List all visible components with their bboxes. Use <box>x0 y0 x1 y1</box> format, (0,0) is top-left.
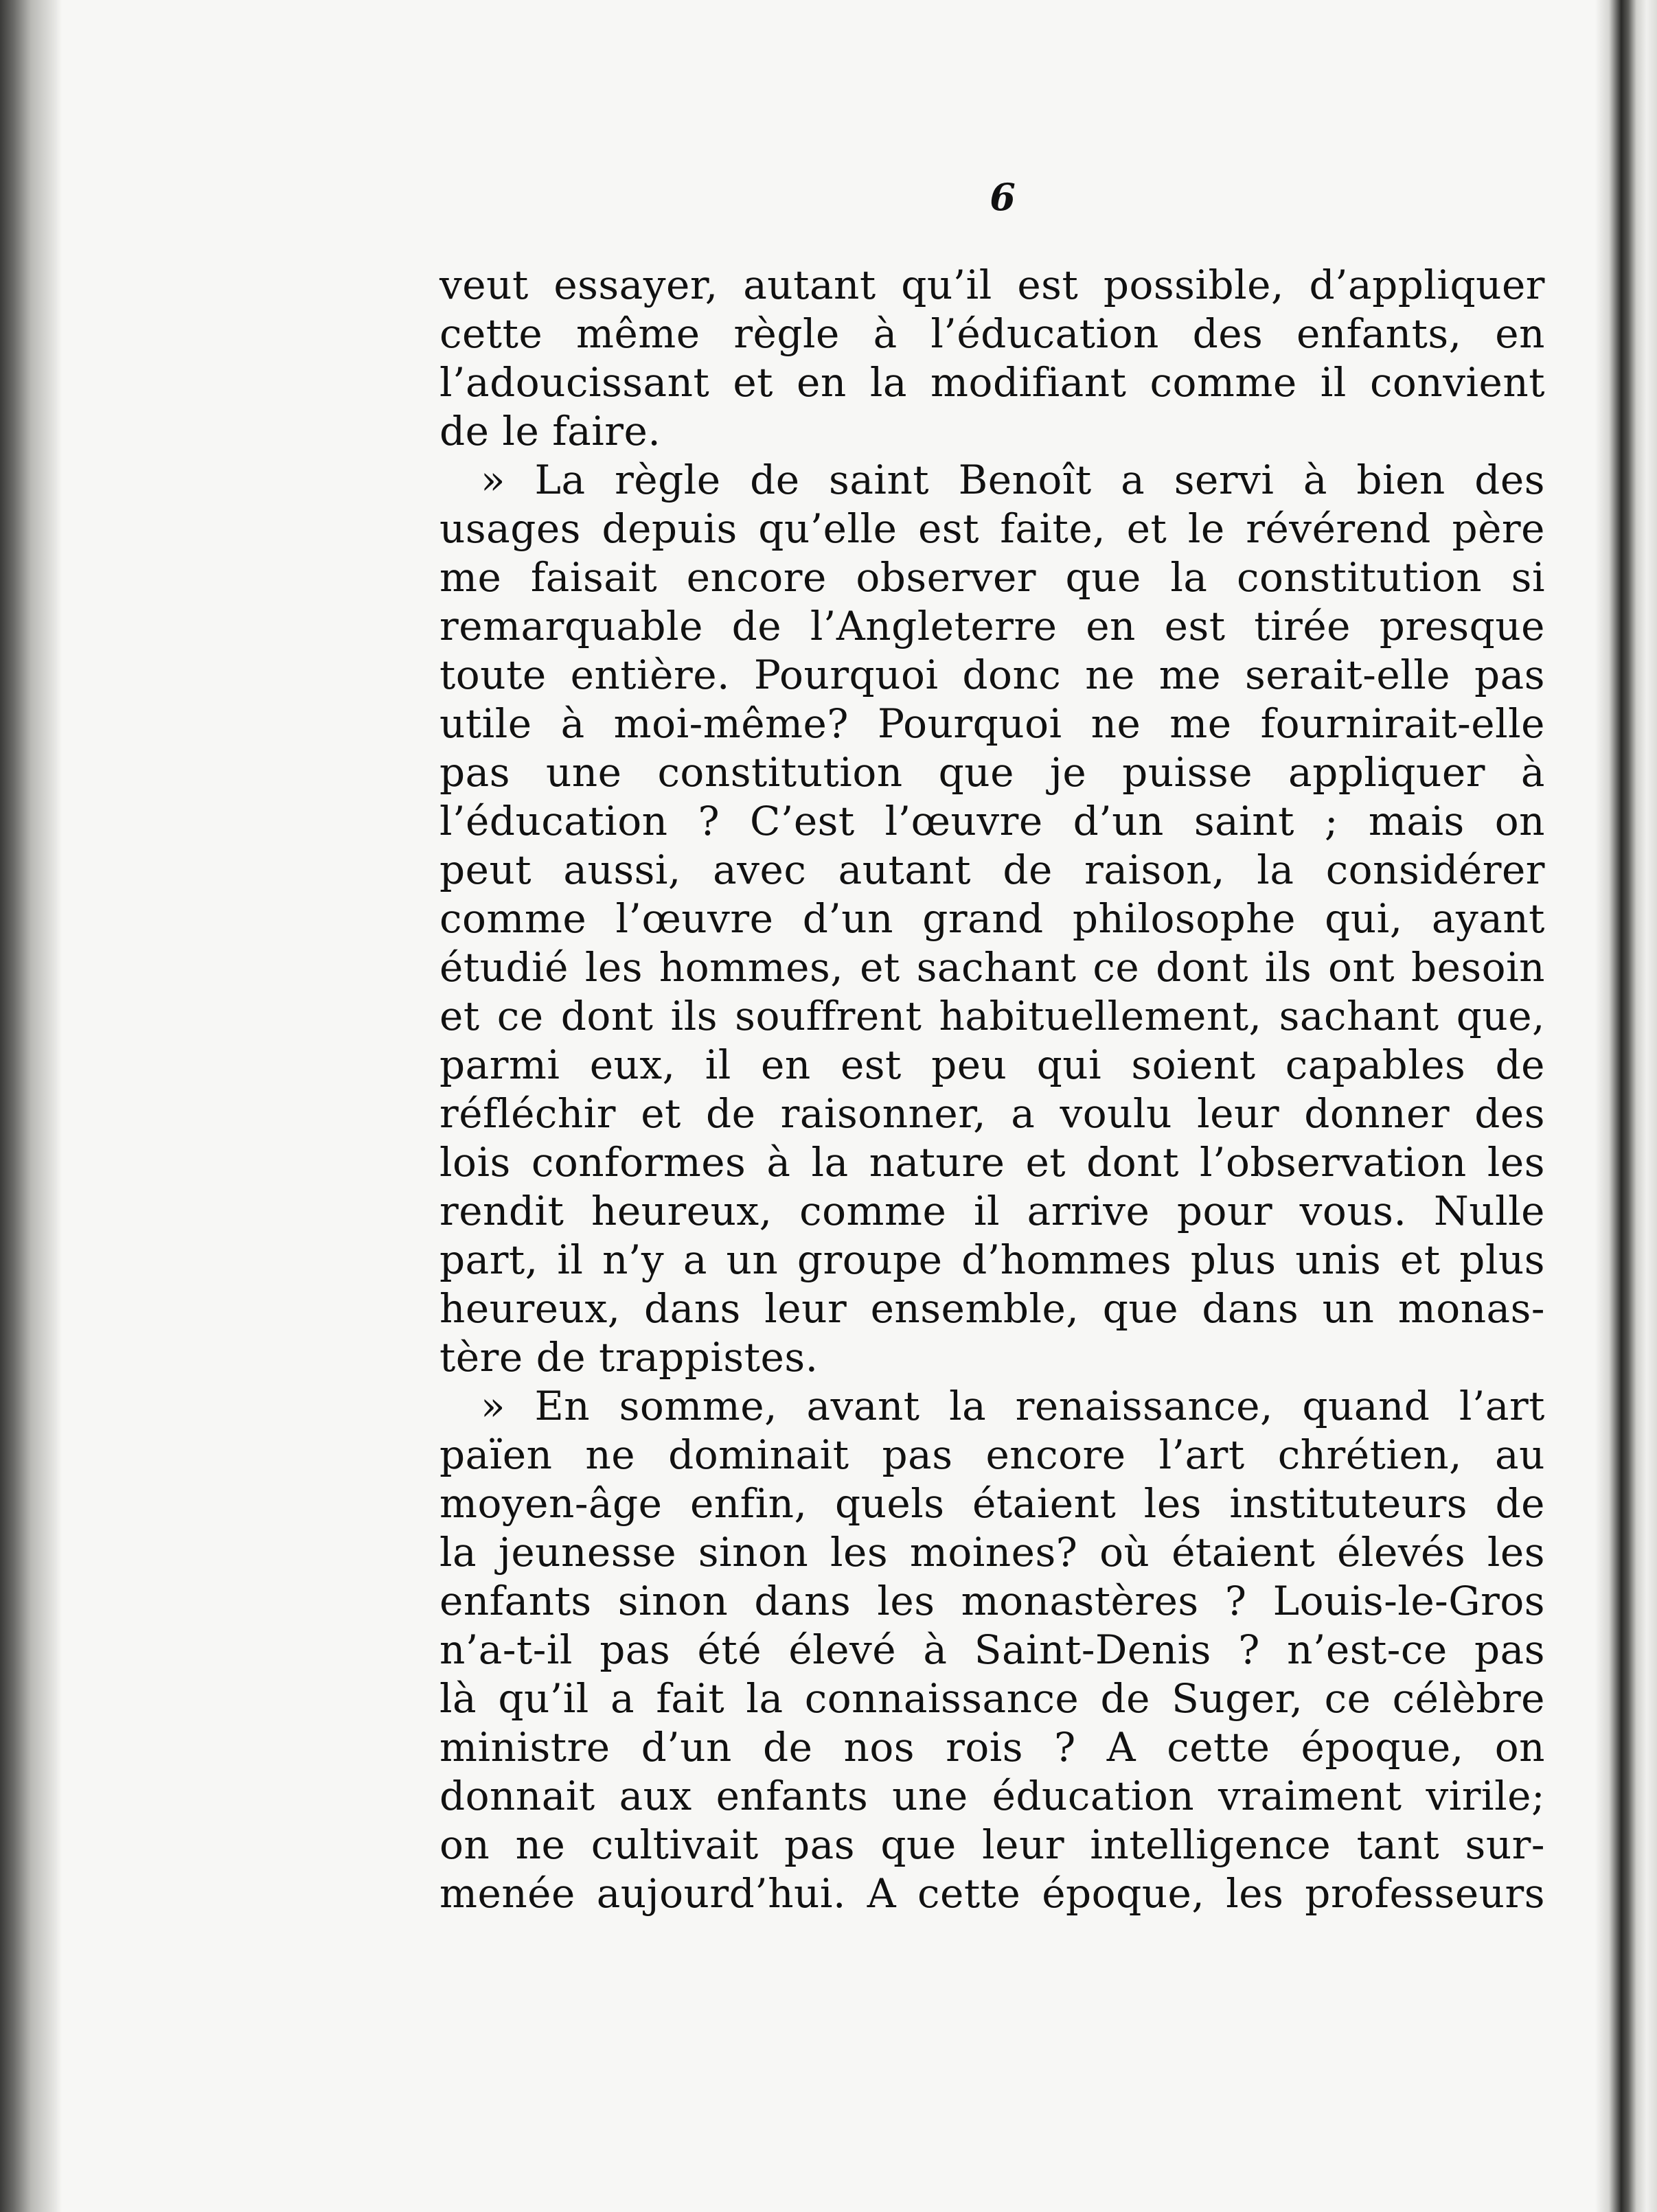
text-line: ministre d’un de nos rois ? A cette époque, on <box>439 1724 1545 1771</box>
text-line: là qu’il a fait la connaissance de Suger, ce célèbre <box>439 1675 1545 1722</box>
text-line: usages depuis qu’elle est faite, et le révérend père <box>439 505 1545 552</box>
text-line: menée aujourd’hui. A cette époque, les professeurs <box>439 1870 1545 1917</box>
text-line: tère de trappistes. <box>439 1334 819 1381</box>
text-line: païen ne dominait pas encore l’art chrétien, au <box>439 1431 1545 1478</box>
text-line: comme l’œuvre d’un grand philosophe qui, ayant <box>439 895 1545 942</box>
text-line: réfléchir et de raisonner, a voulu leur donner des <box>439 1090 1545 1137</box>
page-number: 6 <box>990 175 1016 219</box>
text-line: donnait aux enfants une éducation vraiment virile; <box>439 1773 1545 1819</box>
text-line: remarquable de l’Angleterre en est tirée presque <box>439 603 1545 649</box>
text-line: part, il n’y a un groupe d’hommes plus unis et plus <box>439 1236 1545 1283</box>
text-line: veut essayer, autant qu’il est possible, d’appliquer <box>439 262 1545 308</box>
text-line: utile à moi-même? Pourquoi ne me fournirait-elle <box>439 700 1545 747</box>
text-line: parmi eux, il en est peu qui soient capables de <box>439 1041 1545 1088</box>
text-line: lois conformes à la nature et dont l’observation les <box>439 1139 1545 1186</box>
text-line: pas une constitution que je puisse appliquer à <box>439 749 1545 796</box>
text-line: » La règle de saint Benoît a servi à bien des <box>481 457 1545 503</box>
text-line: n’a-t-il pas été élevé à Saint-Denis ? n’est-ce pas <box>439 1626 1545 1673</box>
text-line: » En somme, avant la renaissance, quand l’art <box>481 1383 1545 1429</box>
text-line: l’adoucissant et en la modifiant comme il convient <box>439 359 1545 406</box>
text-line: la jeunesse sinon les moines? où étaient élevés les <box>439 1529 1545 1576</box>
page-edge-shadow <box>1595 0 1657 2212</box>
book-spine-shadow <box>0 0 62 2212</box>
text-line: heureux, dans leur ensemble, que dans un monas- <box>439 1285 1545 1332</box>
text-line: on ne cultivait pas que leur intelligence tant sur- <box>439 1821 1545 1868</box>
text-line: me faisait encore observer que la constitution si <box>439 554 1545 601</box>
text-line: toute entière. Pourquoi donc ne me serait-elle pas <box>439 652 1545 698</box>
text-line: rendit heureux, comme il arrive pour vous. Nulle <box>439 1188 1545 1234</box>
text-line: enfants sinon dans les monastères ? Louis-le-Gros <box>439 1578 1545 1624</box>
text-line: cette même règle à l’éducation des enfants, en <box>439 310 1545 357</box>
body-text <box>439 261 1545 1918</box>
text-line: de le faire. <box>439 408 661 454</box>
text-line: étudié les hommes, et sachant ce dont ils ont besoin <box>439 944 1545 991</box>
text-line: peut aussi, avec autant de raison, la considérer <box>439 846 1545 893</box>
text-line: l’éducation ? C’est l’œuvre d’un saint ; mais on <box>439 798 1545 844</box>
text-line: moyen-âge enfin, quels étaient les instituteurs de <box>439 1480 1545 1527</box>
text-line: et ce dont ils souffrent habituellement, sachant que, <box>439 993 1545 1039</box>
